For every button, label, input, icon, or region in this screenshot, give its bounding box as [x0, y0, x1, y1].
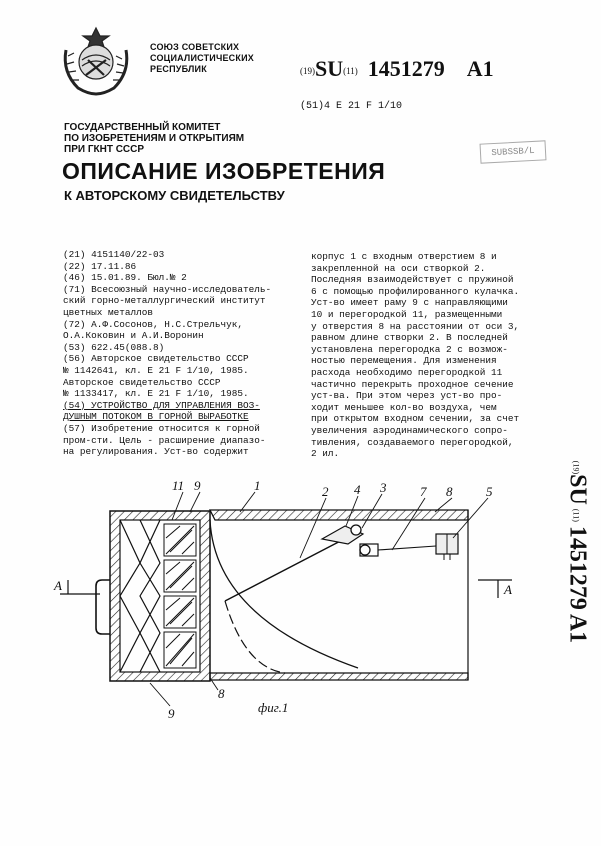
biblio-line: (46) 15.01.89. Бюл.№ 2: [63, 272, 187, 284]
biblio-line: (22) 17.11.86: [63, 260, 137, 272]
state-name-line: СОЮЗ СОВЕТСКИХ: [150, 42, 240, 52]
publication-number: [300, 56, 494, 82]
biblio-line: Авторское свидетельство СССР: [63, 376, 221, 388]
biblio-line: (21) 4151140/22-03: [63, 249, 165, 260]
label-5: 5: [486, 484, 493, 499]
state-emblem: [56, 20, 136, 100]
abstract-line: у отверстия 8 на расстоянии от оси 3,: [311, 320, 520, 332]
biblio-line: ский горно-металлургический институт: [63, 295, 266, 307]
biblio-line: на регулирования. Уст-во содержит: [63, 446, 249, 458]
flap: [210, 520, 358, 673]
label-1: 1: [254, 478, 261, 493]
biblio-line: (72) А.Ф.Сосонов, Н.С.Стрельчук,: [63, 318, 244, 330]
label-8-bottom: 8: [218, 686, 225, 701]
library-stamp: SUBSSB/L: [480, 140, 547, 163]
frame-with-guides: [96, 511, 210, 681]
abstract-line: закрепленной на оси створкой 2.: [311, 262, 486, 274]
label-3: 3: [380, 480, 387, 495]
biblio-line: (56) Авторское свидетельство СССР: [63, 353, 249, 365]
committee-line: ГОСУДАРСТВЕННЫЙ КОМИТЕТ: [64, 122, 221, 133]
committee-line: ПО ИЗОБРЕТЕНИЯМ И ОТКРЫТИЯМ: [64, 133, 245, 144]
committee-name: [64, 122, 244, 155]
abstract-text: [311, 251, 556, 460]
label-8-top: 8: [446, 484, 453, 499]
figure-caption: фиг.1: [258, 700, 289, 715]
country-code: SU: [315, 56, 344, 81]
state-name-line: РЕСПУБЛИК: [150, 64, 207, 74]
ipc-class: (51)4 Е 21 F 1/10: [300, 101, 403, 112]
invention-title-line: ДУШНЫМ ПОТОКОМ В ГОРНОЙ ВЫРАБОТКЕ: [63, 411, 249, 423]
abstract-line: увеличения аэродинамического сопро-: [311, 424, 508, 436]
bibliographic-data: [63, 249, 315, 458]
inid-code-11: (11): [343, 66, 358, 76]
biblio-line: пром-сти. Цель - расширение диапазо-: [63, 434, 266, 446]
state-name-line: СОЦИАЛИСТИЧЕСКИХ: [150, 53, 254, 63]
biblio-line: № 1133417, кл. Е 21 F 1/10, 1985.: [63, 388, 249, 400]
committee-line: ПРИ ГКНТ СССР: [64, 144, 145, 155]
abstract-line: 10 и перегородкой 11, размещенными: [311, 308, 503, 320]
abstract-line: 6 с помощью профилированного кулачка.: [311, 285, 520, 297]
abstract-line: 2 ил.: [311, 448, 340, 460]
side-number: 1451279: [564, 525, 591, 610]
figure-1: [40, 468, 580, 728]
side-inid-19: (19): [571, 460, 581, 475]
document-title: ОПИСАНИЕ ИЗОБРЕТЕНИЯ: [62, 158, 386, 184]
biblio-line: № 1142641, кл. Е 21 F 1/10, 1985.: [63, 364, 249, 376]
label-9-bottom: 9: [168, 706, 175, 721]
biblio-line: (57) Изобретение относится к горной: [63, 422, 260, 434]
figure-drawing: [40, 468, 580, 728]
biblio-line: (53) 622.45(088.8): [63, 341, 165, 353]
section-label-right: А: [504, 582, 512, 597]
abstract-line: частично перекрыть проходное сечение: [311, 378, 514, 390]
label-9-top: 9: [194, 478, 201, 493]
side-inid-11: (11): [571, 508, 581, 522]
abstract-line: расхода необходимо перегородкой 11: [311, 366, 503, 378]
abstract-line: корпус 1 с входным отверстием 8 и: [311, 251, 497, 262]
document-subtitle: К АВТОРСКОМУ СВИДЕТЕЛЬСТВУ: [64, 188, 285, 203]
biblio-line: О.А.Коковин и А.И.Воронин: [63, 330, 204, 342]
abstract-line: Последняя взаимодействует с пружиной: [311, 274, 514, 286]
cam-spring-mechanism: [322, 525, 458, 560]
side-kind: A1: [564, 613, 591, 644]
abstract-line: ходит меньшее кол-во воздуха, чем: [311, 401, 497, 413]
abstract-line: уст-ва. При этом через уст-во про-: [311, 390, 503, 402]
abstract-line: при открытом входном сечении, за счет: [311, 413, 520, 425]
label-11: 11: [172, 478, 185, 493]
patent-number: 1451279: [367, 56, 445, 81]
abstract-line: установлена перегородка 2 с возмож-: [311, 343, 508, 355]
side-country: SU: [564, 474, 591, 505]
abstract-line: тивления, создаваемого перегородкой,: [311, 436, 514, 448]
invention-title-line: (54) УСТРОЙСТВО ДЛЯ УПРАВЛЕНИЯ ВОЗ-: [63, 399, 260, 411]
abstract-line: Уст-во имеет раму 9 с направляющими: [311, 297, 508, 309]
kind-code: A1: [466, 56, 494, 81]
abstract-line: равном длине створки 2. В последней: [311, 332, 508, 344]
label-2: 2: [322, 484, 329, 499]
biblio-line: цветных металлов: [63, 306, 154, 318]
section-label-left: А: [54, 578, 62, 593]
inid-code-19: (19): [300, 66, 315, 76]
label-7: 7: [420, 484, 427, 499]
state-name: [150, 42, 254, 75]
label-4: 4: [354, 482, 361, 497]
biblio-line: (71) Всесоюзный научно-исследователь-: [63, 283, 272, 295]
abstract-line: ностью перемещения. Для изменения: [311, 355, 497, 367]
